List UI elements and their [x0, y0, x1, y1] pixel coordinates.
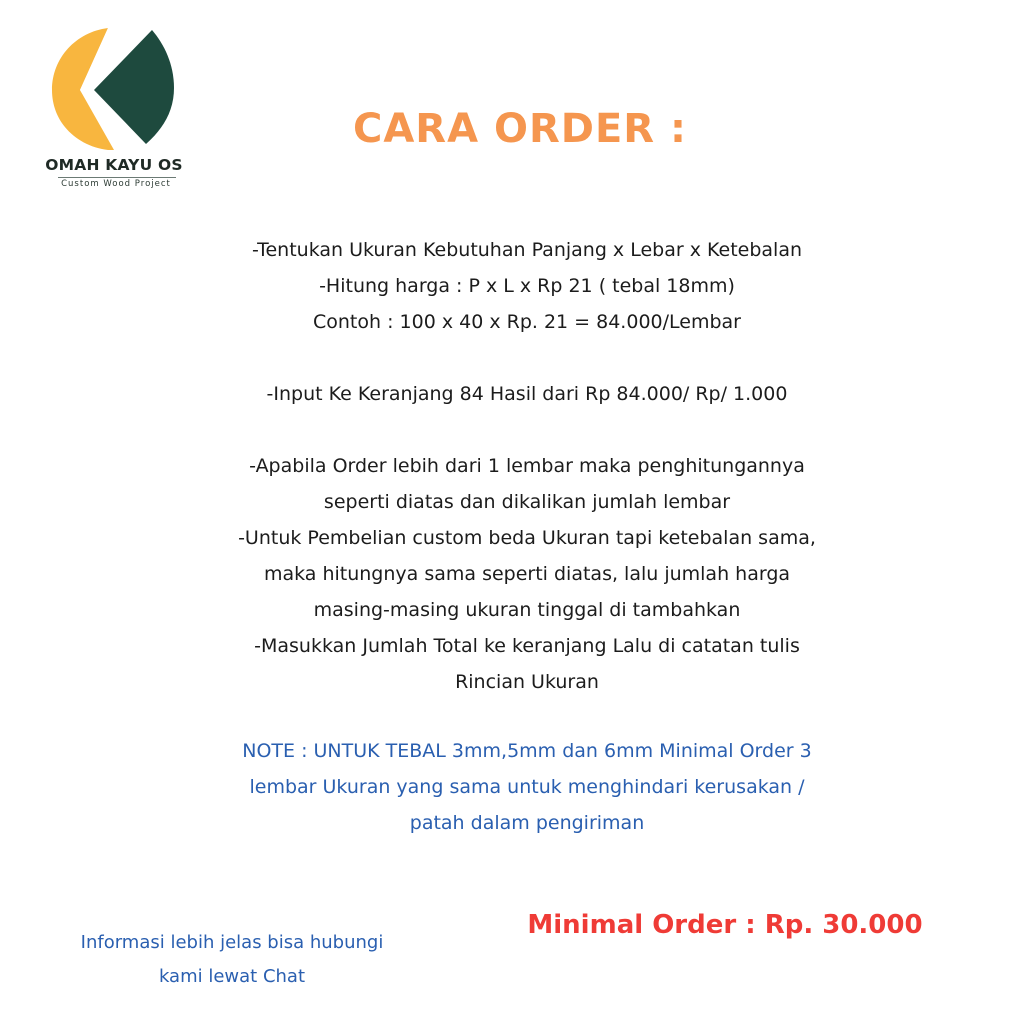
note-line: NOTE : UNTUK TEBAL 3mm,5mm dan 6mm Minimal Order 3	[242, 740, 812, 762]
instruction-line: Rincian Ukuran	[455, 671, 599, 693]
contact-info	[32, 926, 432, 994]
info-line: kami lewat Chat	[158, 966, 306, 987]
note-line: lembar Ukuran yang sama untuk menghindari kerusakan /	[249, 776, 805, 798]
brand-tagline: Custom Wood Project	[61, 179, 171, 189]
brand-name: OMAH KAYU OS	[45, 156, 183, 174]
instruction-line: -Apabila Order lebih dari 1 lembar maka penghitungannya	[249, 455, 805, 477]
instruction-line: -Hitung harga : P x L x Rp 21 ( tebal 18mm)	[319, 275, 735, 297]
minimal-order-label: Minimal Order : Rp. 30.000	[527, 910, 923, 940]
instruction-line: -Tentukan Ukuran Kebutuhan Panjang x Lebar x Ketebalan	[252, 239, 802, 261]
spacer	[140, 340, 914, 376]
thickness-note	[140, 733, 914, 841]
instruction-line: -Untuk Pembelian custom beda Ukuran tapi ketebalan sama,	[238, 527, 816, 549]
info-line: Informasi lebih jelas bisa hubungi	[80, 932, 384, 953]
k-monogram-logo-icon	[46, 24, 176, 152]
instruction-line: Contoh : 100 x 40 x Rp. 21 = 84.000/Lembar	[313, 311, 741, 333]
instruction-line: seperti diatas dan dikalikan jumlah lembar	[323, 491, 731, 513]
instruction-line: -Input Ke Keranjang 84 Hasil dari Rp 84.000/ Rp/ 1.000	[266, 383, 788, 405]
instruction-line: -Masukkan Jumlah Total ke keranjang Lalu di catatan tulis	[254, 635, 800, 657]
brand-divider	[58, 177, 176, 178]
note-line: patah dalam pengiriman	[409, 812, 645, 834]
spacer	[140, 412, 914, 448]
brand-logo	[28, 24, 200, 196]
page-title: CARA ORDER :	[352, 106, 688, 152]
order-instructions	[140, 232, 914, 700]
instruction-line: maka hitungnya sama seperti diatas, lalu jumlah harga	[263, 563, 791, 585]
instruction-line: masing-masing ukuran tinggal di tambahkan	[313, 599, 741, 621]
